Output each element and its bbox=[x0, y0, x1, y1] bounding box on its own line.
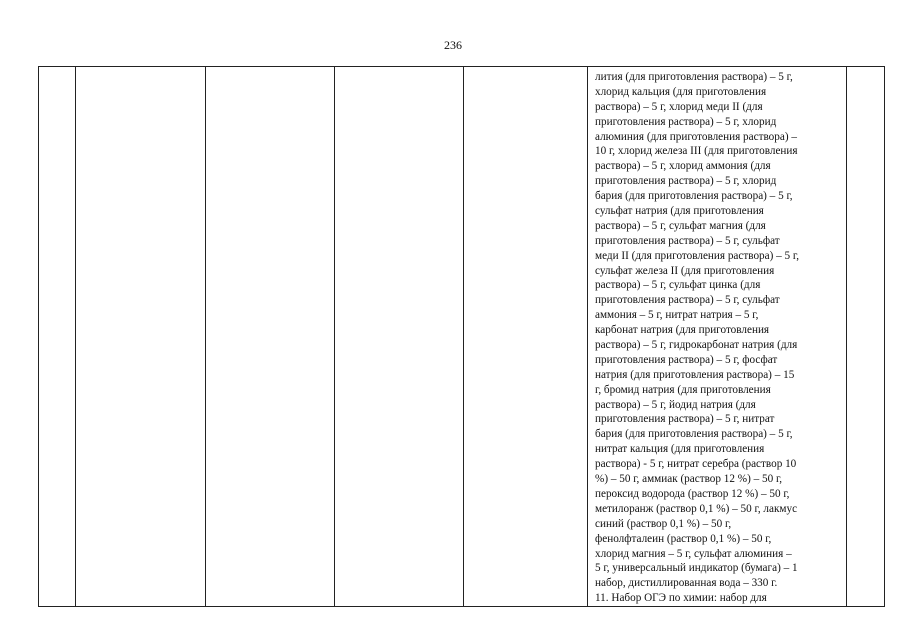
text-line: приготовления раствора) – 5 г, фосфат bbox=[595, 353, 778, 366]
text-line: приготовления раствора) – 5 г, сульфат bbox=[595, 294, 780, 307]
text-line: бария (для приготовления раствора) – 5 г, bbox=[595, 428, 793, 441]
text-line: алюминия (для приготовления раствора) – bbox=[595, 130, 797, 143]
text-line: раствора) – 5 г, хлорид меди II (для bbox=[595, 100, 763, 113]
text-line: сульфат натрия (для приготовления bbox=[595, 205, 764, 218]
text-line: приготовления раствора) – 5 г, хлорид bbox=[595, 115, 777, 128]
equipment-table bbox=[38, 66, 885, 607]
text-line: 5 г, универсальный индикатор (бумага) – 1 bbox=[595, 562, 798, 575]
text-line: хлорид магния – 5 г, сульфат алюминия – bbox=[595, 547, 792, 560]
table-cell-empty bbox=[335, 67, 464, 607]
text-line: приготовления раствора) – 5 г, хлорид bbox=[595, 175, 777, 188]
text-line: %) – 50 г, аммиак (раствор 12 %) – 50 г, bbox=[595, 473, 783, 486]
text-line: г, бромид натрия (для приготовления bbox=[595, 383, 771, 396]
text-line: 10 г, хлорид железа III (для приготовления bbox=[595, 145, 798, 158]
text-line: пероксид водорода (раствор 12 %) – 50 г, bbox=[595, 487, 790, 500]
text-line: фенолфталеин (раствор 0,1 %) – 50 г, bbox=[595, 532, 772, 545]
table-cell-empty bbox=[76, 67, 206, 607]
reagent-list-text bbox=[588, 67, 846, 606]
text-line: 11. Набор ОГЭ по химии: набор для bbox=[595, 592, 767, 605]
table-cell-content bbox=[588, 67, 847, 607]
text-line: приготовления раствора) – 5 г, сульфат bbox=[595, 234, 780, 247]
text-line: набор, дистиллированная вода – 330 г. bbox=[595, 577, 778, 590]
text-line: сульфат железа II (для приготовления bbox=[595, 264, 775, 277]
text-line: синий (раствор 0,1 %) – 50 г, bbox=[595, 517, 732, 530]
text-line: хлорид кальция (для приготовления bbox=[595, 85, 767, 98]
table-cell-number bbox=[39, 67, 76, 607]
text-line: раствора) – 5 г, хлорид аммония (для bbox=[595, 160, 771, 173]
text-line: раствора) – 5 г, йодид натрия (для bbox=[595, 398, 756, 411]
page-number: 236 bbox=[444, 38, 462, 52]
text-line: натрия (для приготовления раствора) – 15 bbox=[595, 368, 795, 381]
text-line: раствора) - 5 г, нитрат серебра (раствор 10 bbox=[595, 458, 797, 471]
text-line: приготовления раствора) – 5 г, нитрат bbox=[595, 413, 775, 426]
table-cell-empty bbox=[847, 67, 885, 607]
text-line: нитрат кальция (для приготовления bbox=[595, 443, 765, 456]
text-line: раствора) – 5 г, гидрокарбонат натрия (для bbox=[595, 339, 798, 352]
text-line: раствора) – 5 г, сульфат магния (для bbox=[595, 219, 766, 232]
text-line: меди II (для приготовления раствора) – 5 г, bbox=[595, 249, 800, 262]
table-cell-empty bbox=[464, 67, 588, 607]
text-line: карбонат натрия (для приготовления bbox=[595, 324, 770, 337]
text-line: бария (для приготовления раствора) – 5 г, bbox=[595, 190, 793, 203]
text-line: лития (для приготовления раствора) – 5 г, bbox=[595, 71, 793, 83]
text-line: метилоранж (раствор 0,1 %) – 50 г, лакмус bbox=[595, 502, 798, 515]
text-line: раствора) – 5 г, сульфат цинка (для bbox=[595, 279, 761, 292]
table-row bbox=[39, 67, 885, 607]
text-line: аммония – 5 г, нитрат натрия – 5 г, bbox=[595, 309, 759, 322]
table-cell-empty bbox=[206, 67, 335, 607]
